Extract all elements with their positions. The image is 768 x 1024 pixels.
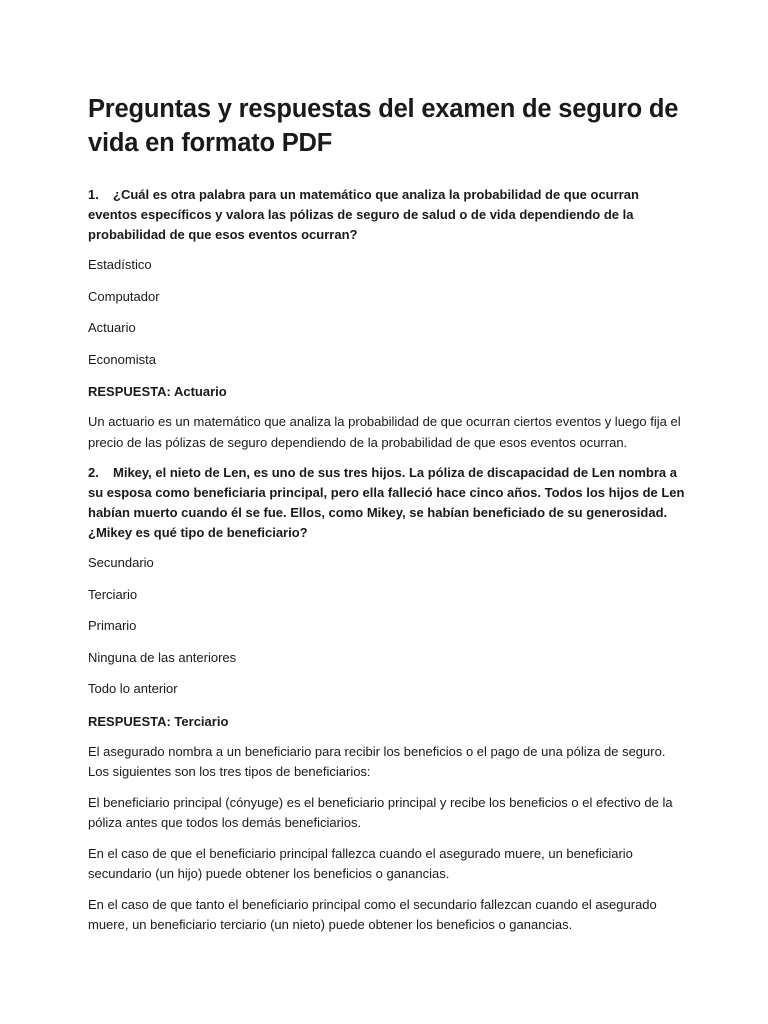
question-1-option-1: Estadístico: [88, 257, 152, 272]
question-2-answer: RESPUESTA: Terciario: [88, 713, 229, 729]
question-2-text: Mikey, el nieto de Len, es uno de sus tres hijos. La póliza de discapacidad de Len nombra a su esposa como beneficiaria principal, pero ella falleció hace cinco años. Todos los hijos de Len habían muerto cuando él se fue. Ellos, como Mikey, se habían beneficiado de su generosidad. ¿Mikey es qué tipo de beneficiario?: [88, 465, 685, 540]
question-2-option-4: Ninguna de las anteriores: [88, 649, 237, 665]
question-1-answer: RESPUESTA: Actuario: [88, 384, 227, 399]
question-2-explanation-4: En el caso de que tanto el beneficiario principal como el secundario fallezcan cuando el asegurado muere, un beneficiario terciario (un nieto) puede obtener los beneficios o ganancias.: [88, 896, 657, 932]
question-2-option-1: Secundario: [88, 555, 154, 570]
question-2-option-5: Todo lo anterior: [88, 681, 178, 696]
document-title: Preguntas y respuestas del examen de seguro de vida en formato PDF: [88, 95, 679, 157]
question-1-option-2: Computador: [88, 288, 160, 304]
question-2-option-2: Terciario: [88, 586, 138, 602]
question-2: [88, 463, 688, 543]
question-2-explanation-1: El asegurado nombra a un beneficiario para recibir los beneficios o el pago de una póliza de seguro. Los siguientes son los tres tipos de beneficiarios:: [88, 743, 666, 779]
question-1-number: 1.: [88, 187, 99, 202]
question-2-option-3: Primario: [88, 618, 137, 633]
question-1-option-3: Actuario: [88, 320, 136, 335]
question-2-explanation-3: En el caso de que el beneficiario principal fallezca cuando el asegurado muere, un beneficiario secundario (un hijo) puede obtener los beneficios o ganancias.: [88, 845, 633, 881]
question-1-text: ¿Cuál es otra palabra para un matemático que analiza la probabilidad de que ocurran eventos específicos y valora las pólizas de seguro de salud o de vida dependiendo de la probabilidad de que esos eventos ocurran?: [88, 187, 639, 242]
question-1: [88, 185, 688, 245]
question-2-number: 2.: [88, 465, 99, 480]
question-2-explanation-2: El beneficiario principal (cónyuge) es el beneficiario principal y recibe los beneficios o el efectivo de la póliza antes que todos los demás beneficiarios.: [88, 794, 673, 830]
question-1-option-4: Economista: [88, 351, 156, 367]
question-1-explanation: Un actuario es un matemático que analiza la probabilidad de que ocurran ciertos eventos y luego fija el precio de las pólizas de seguro dependiendo de la probabilidad de que esos eventos ocurran.: [88, 414, 681, 450]
